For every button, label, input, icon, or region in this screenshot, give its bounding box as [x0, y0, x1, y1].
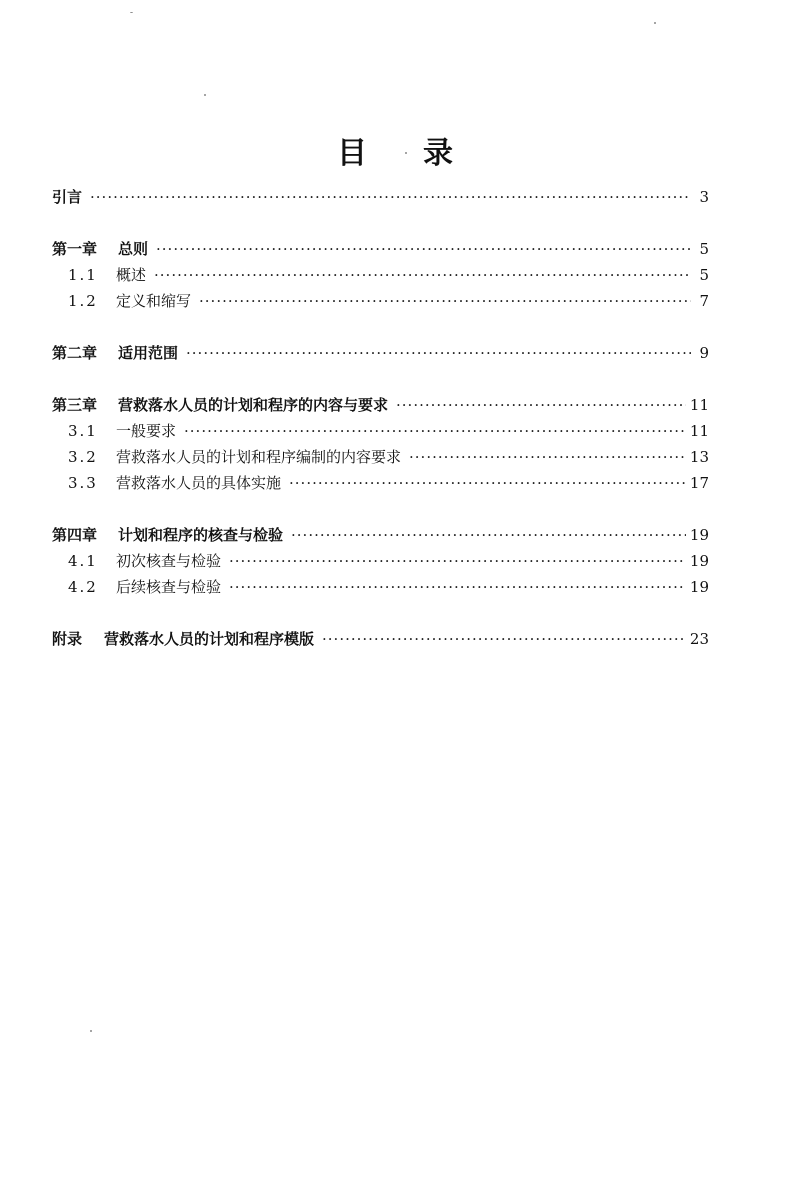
toc-entry-chapter-3[interactable] [52, 392, 709, 418]
scan-speck [130, 12, 133, 13]
toc-entry-label: 引言 [52, 188, 83, 206]
toc-page-number: 11 [689, 422, 709, 440]
page-title [0, 128, 790, 172]
toc-chapter-number: 第四章 [52, 526, 98, 544]
dot-leader [199, 288, 691, 314]
toc-chapter-number: 第三章 [52, 396, 98, 414]
toc-chapter-number: 第一章 [52, 240, 98, 258]
toc-page-number: 13 [689, 448, 709, 466]
toc-page-number: 23 [689, 630, 709, 648]
toc-page-number: 19 [689, 552, 709, 570]
toc-entry-section-3-3[interactable] [52, 470, 709, 496]
toc-entry-chapter-2[interactable] [52, 340, 709, 366]
toc-section-number: 3.3 [68, 474, 98, 492]
toc-section-number: 1.1 [68, 266, 98, 284]
toc-section-number: 3.2 [68, 448, 98, 466]
dot-leader [156, 236, 691, 262]
dot-leader [322, 626, 686, 652]
toc-entry-label: 定义和缩写 [116, 292, 192, 310]
dot-leader [229, 548, 686, 574]
scan-speck [654, 22, 656, 24]
toc-page-number: 7 [699, 292, 709, 310]
dot-leader [229, 574, 686, 600]
toc-entry-appendix[interactable] [52, 626, 709, 652]
dot-leader [90, 184, 691, 210]
toc-entry-label: 概述 [116, 266, 147, 284]
toc-entry-label: 营救落水人员的具体实施 [116, 474, 282, 492]
toc-entry-section-4-2[interactable] [52, 574, 709, 600]
toc-entry-label: 后续核查与检验 [116, 578, 222, 596]
toc-entry-chapter-4[interactable] [52, 522, 709, 548]
dot-leader [409, 444, 686, 470]
toc-page-number: 11 [689, 396, 709, 414]
toc-entry-label: 初次核查与检验 [116, 552, 222, 570]
dot-leader [184, 418, 686, 444]
toc-section-number: 4.2 [68, 578, 98, 596]
toc-entry-section-4-1[interactable] [52, 548, 709, 574]
toc-entry-chapter-1[interactable] [52, 236, 709, 262]
dot-leader [291, 522, 686, 548]
scan-speck [90, 1030, 92, 1032]
toc-page-number: 19 [689, 578, 709, 596]
dot-leader [396, 392, 686, 418]
toc-entry-label: 一般要求 [116, 422, 177, 440]
toc-entry-label: 适用范围 [118, 344, 179, 362]
toc-entry-intro[interactable] [52, 184, 709, 210]
toc-entry-section-3-2[interactable] [52, 444, 709, 470]
toc-section-number: 3.1 [68, 422, 98, 440]
toc-page-number: 5 [699, 240, 709, 258]
scan-speck [204, 94, 206, 96]
toc-page-number: 19 [689, 526, 709, 544]
dot-leader [289, 470, 686, 496]
toc-page-number: 3 [699, 188, 709, 206]
dot-leader [154, 262, 691, 288]
toc-entry-label: 营救落水人员的计划和程序的内容与要求 [118, 396, 389, 414]
toc-section-number: 4.1 [68, 552, 98, 570]
toc-chapter-number: 第二章 [52, 344, 98, 362]
toc-page-number: 5 [699, 266, 709, 284]
table-of-contents [52, 184, 709, 652]
toc-entry-label: 营救落水人员的计划和程序编制的内容要求 [116, 448, 402, 466]
toc-entry-label: 营救落水人员的计划和程序模版 [104, 630, 315, 648]
dot-leader [186, 340, 691, 366]
toc-entry-label: 总则 [118, 240, 149, 258]
toc-entry-label: 计划和程序的核查与检验 [118, 526, 284, 544]
title-char-2: 录 [423, 136, 453, 171]
toc-section-number: 1.2 [68, 292, 98, 310]
toc-page-number: 17 [689, 474, 709, 492]
toc-entry-section-1-1[interactable] [52, 262, 709, 288]
toc-page-number: 9 [699, 344, 709, 362]
toc-appendix-label: 附录 [52, 630, 83, 648]
toc-entry-section-1-2[interactable] [52, 288, 709, 314]
toc-entry-section-3-1[interactable] [52, 418, 709, 444]
title-char-1: 目 [337, 136, 367, 171]
